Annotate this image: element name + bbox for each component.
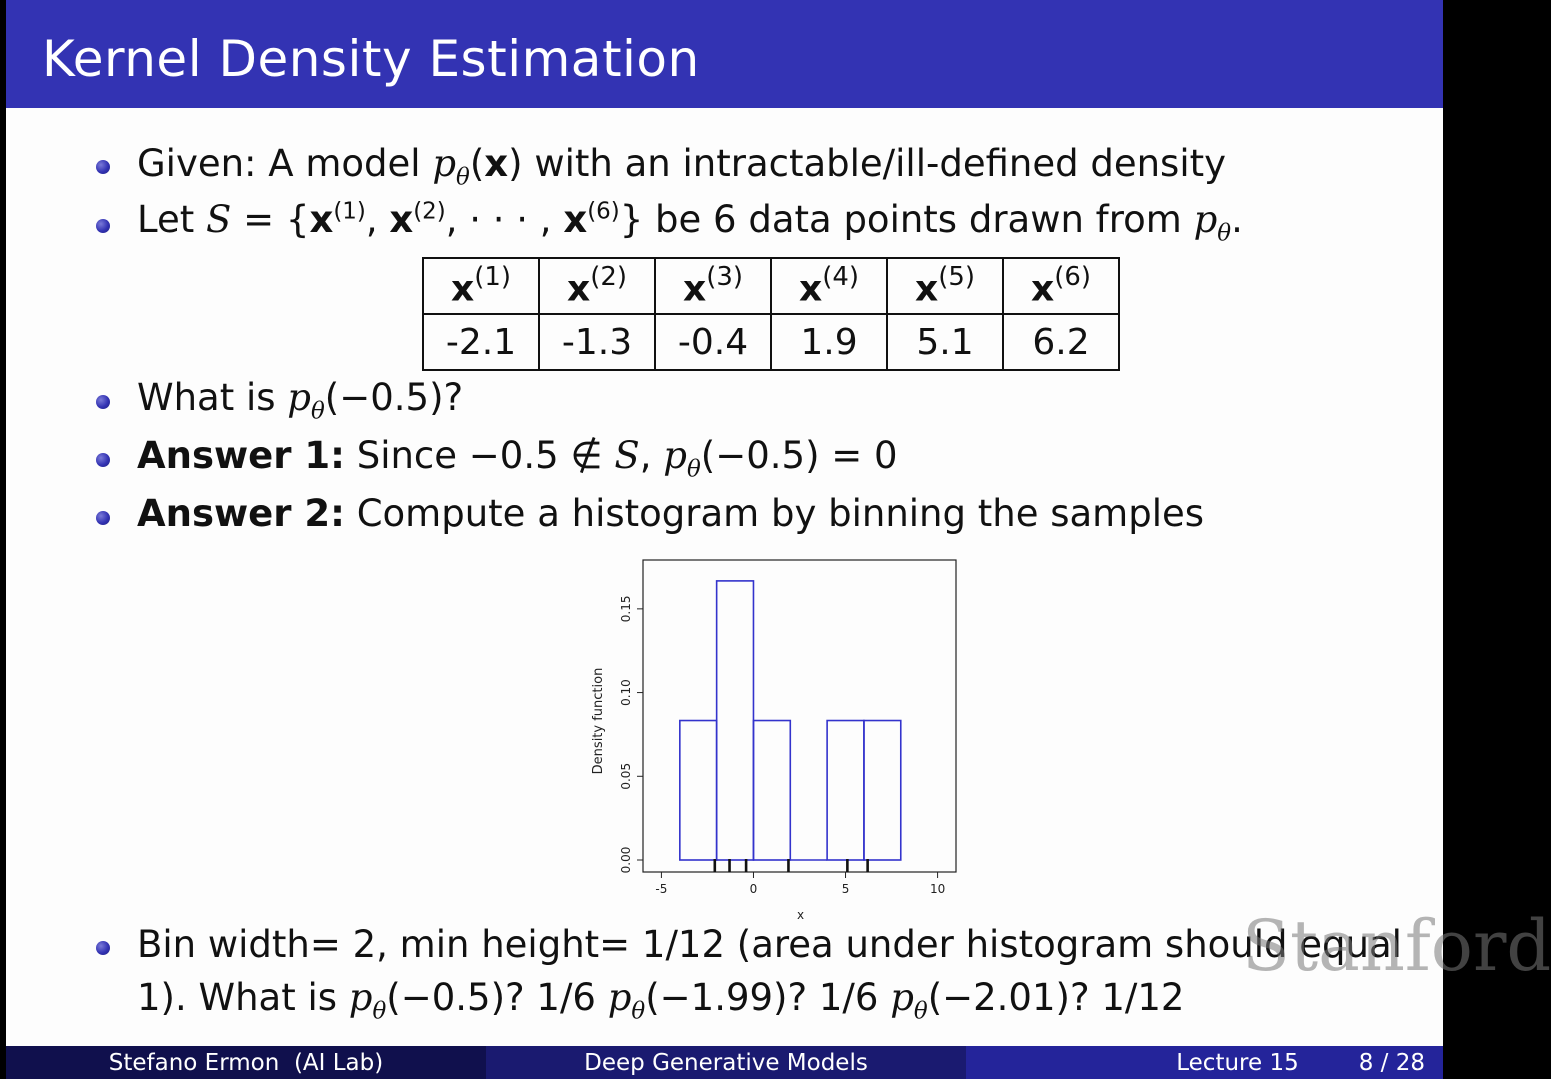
table-header-cell: $x^{(2)}$ [539,258,655,314]
footer-course-segment [486,1046,966,1079]
table-header-cell: $x^{(3)}$ [655,258,771,314]
table-row [423,314,1119,370]
data-points-table [422,257,1120,371]
bullet-whatis: What is $p_\theta(-0.5)$? [137,376,464,425]
footer-lecture: Lecture 15 [1176,1049,1299,1076]
slide-title: Kernel Density Estimation [42,30,700,88]
y-tick-label: 0.05 [619,762,633,790]
bullet-icon [96,511,110,525]
histogram-bar [680,721,717,860]
x-tick-label: 5 [841,882,850,896]
table-cell: -0.4 [655,314,771,370]
footer-bar [6,1046,1443,1079]
bullet-icon [96,941,110,955]
table-header-row [423,258,1119,314]
x-axis-label: x [796,908,805,922]
table-cell: -1.3 [539,314,655,370]
y-axis-label: Density function [591,667,606,775]
chart-frame [643,560,956,872]
bullet-answer2: Answer 2: Compute a histogram by binning the samples [137,492,1205,535]
histogram-chart [566,555,966,925]
footer-page-number: 8 / 28 [1358,1049,1425,1076]
table-cell: 1.9 [771,314,887,370]
bullet-let: Let $S = \{x^{(1)}$, $x^{(2)}$, · · · , $x^{(6)}$} be 6 data points drawn from $p_\theta$. [137,198,1243,247]
chart-plot-area [591,560,956,922]
slide [6,0,1551,1079]
bullet-bin-line2: 1). What is $p_\theta(-0.5)$? 1/6 $p_\theta(-1.99)$? 1/6 $p_\theta(-2.01)$? 1/12 [137,976,1185,1025]
y-tick-label: 0.10 [619,679,633,706]
table-header-cell: $x^{(6)}$ [1003,258,1119,314]
table-cell: 6.2 [1003,314,1119,370]
histogram-bar [864,721,901,860]
footer-course: Deep Generative Models [584,1049,868,1076]
histogram-bar [717,581,754,860]
x-tick-label: -5 [655,882,668,896]
table-header-cell: $x^{(4)}$ [771,258,887,314]
title-bar [6,0,1443,108]
x-tick-label: 0 [749,882,758,896]
stanford-watermark: Stanford [1242,905,1551,987]
bullet-icon [96,219,110,233]
footer-author-segment [6,1046,486,1079]
table-cell: -2.1 [423,314,539,370]
bullet-icon [96,160,110,174]
bullet-answer1: Answer 1: Since −0.5 ∉ S, $p_\theta(-0.5) = 0$ [137,434,898,483]
footer-author: Stefano Ermon (AI Lab) [108,1049,384,1076]
x-tick-label: 10 [929,882,946,896]
histogram-bar [827,721,864,860]
y-tick-label: 0.00 [619,846,633,874]
table-header-cell: $x^{(5)}$ [887,258,1003,314]
bullet-bin-line1: Bin width= 2, min height= 1/12 (area under histogram should equal [137,923,1402,966]
bullet-given: Given: A model $p_\theta(x)$ with an intractable/ill-defined density [137,142,1227,191]
histogram-bar [753,721,790,860]
bullet-icon [96,453,110,467]
bullet-icon [96,395,110,409]
table-header-cell: $x^{(1)}$ [423,258,539,314]
y-tick-label: 0.15 [619,595,633,623]
table-cell: 5.1 [887,314,1003,370]
footer-lecture-segment [966,1046,1443,1079]
